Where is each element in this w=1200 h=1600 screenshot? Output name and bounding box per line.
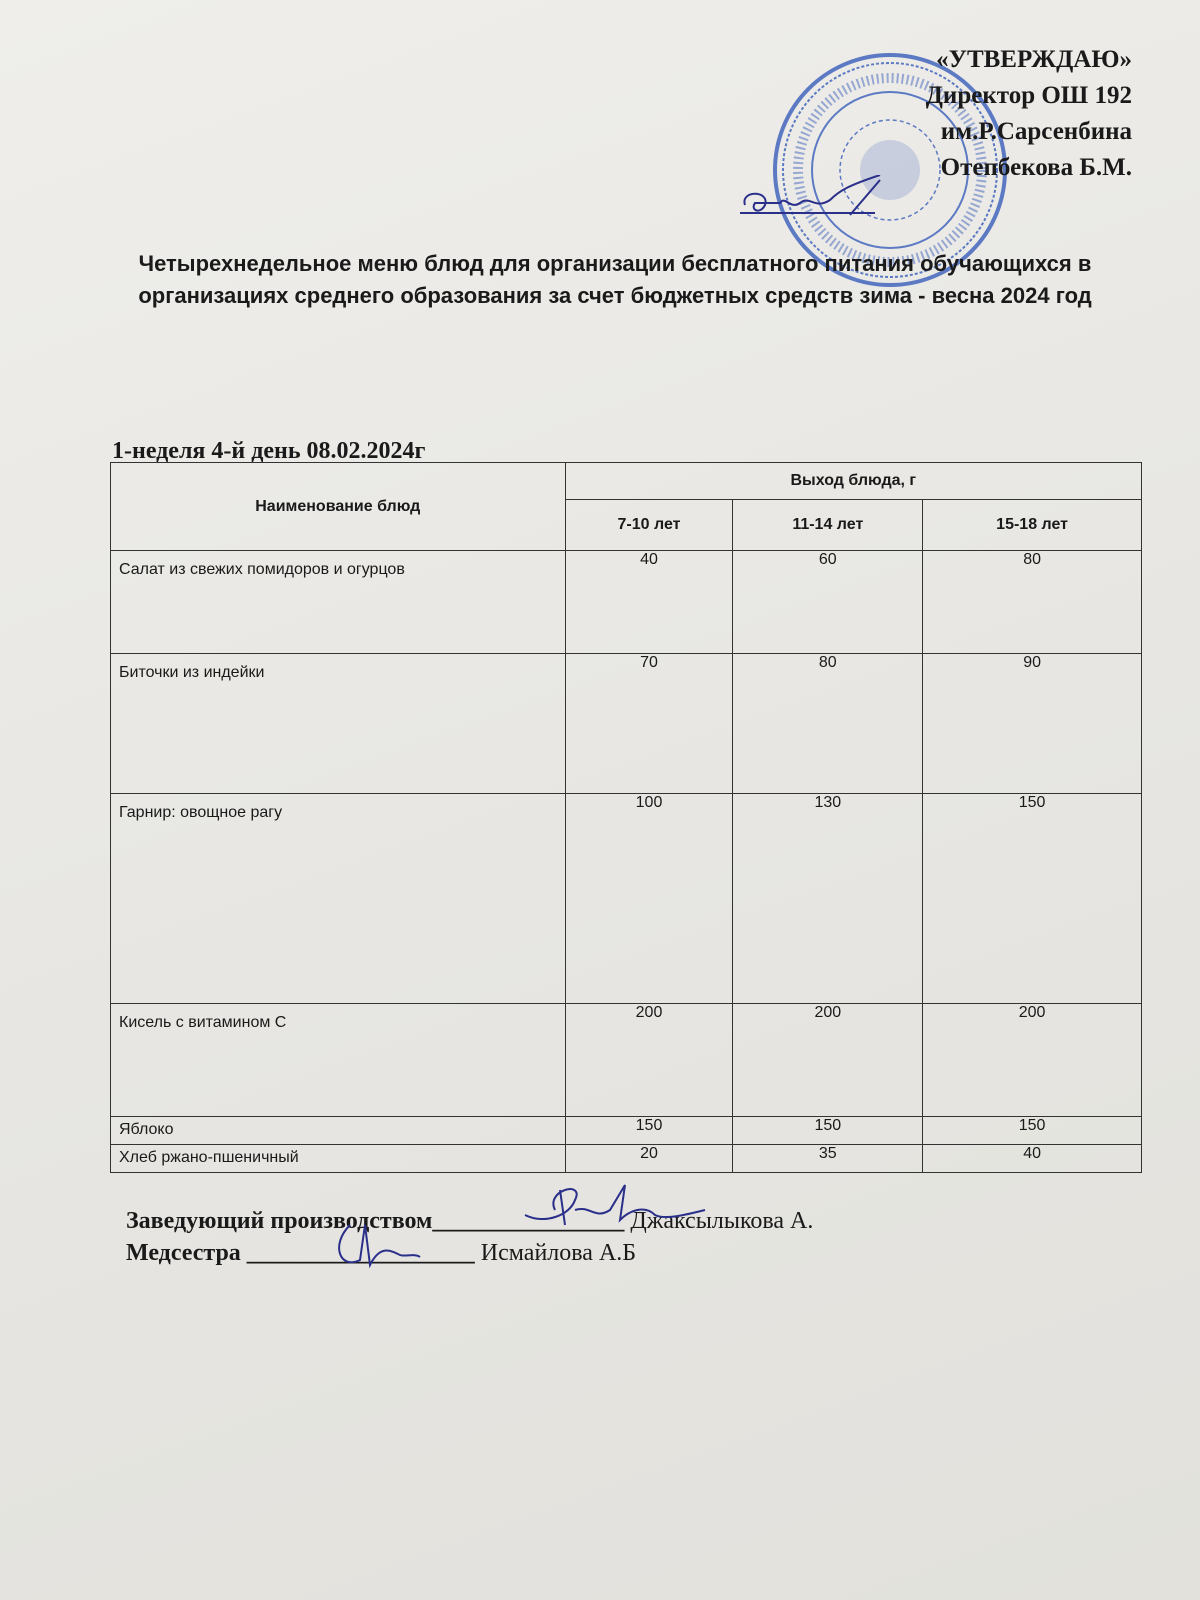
- signature-line: ________________: [432, 1208, 625, 1234]
- table-row: [111, 654, 1142, 794]
- yield-7-10: 150: [565, 1117, 733, 1145]
- approval-director-name: Отепбекова Б.М.: [940, 154, 1132, 181]
- yield-7-10: 20: [565, 1145, 733, 1173]
- yield-15-18: 80: [923, 551, 1142, 654]
- yield-15-18: 200: [923, 1004, 1142, 1117]
- yield-7-10: 70: [565, 654, 733, 794]
- yield-11-14: 60: [733, 551, 923, 654]
- yield-15-18: 90: [923, 654, 1142, 794]
- yield-11-14: 200: [733, 1004, 923, 1117]
- yield-11-14: 150: [733, 1117, 923, 1145]
- dish-name: Биточки из индейки: [111, 654, 566, 794]
- dish-name: Яблоко: [111, 1117, 566, 1145]
- yield-15-18: 150: [923, 794, 1142, 1004]
- table-row: [111, 1145, 1142, 1173]
- dish-name: Салат из свежих помидоров и огурцов: [111, 551, 566, 654]
- header-yield: Выход блюда, г: [565, 463, 1141, 500]
- day-label: 1-неделя 4-й день 08.02.2024г: [112, 438, 426, 464]
- yield-11-14: 80: [733, 654, 923, 794]
- table-row: [111, 1117, 1142, 1145]
- signature-line: ___________________: [246, 1240, 475, 1266]
- director-signature: [740, 175, 900, 235]
- approval-block: [926, 42, 1132, 186]
- dish-name: Кисель с витамином С: [111, 1004, 566, 1117]
- yield-11-14: 35: [733, 1145, 923, 1173]
- production-manager-label: Заведующий производством: [126, 1208, 433, 1234]
- approval-heading: «УТВЕРЖДАЮ»: [936, 46, 1132, 73]
- table-row: [111, 1004, 1142, 1117]
- yield-7-10: 200: [565, 1004, 733, 1117]
- nurse-name: Исмайлова А.Б: [480, 1240, 637, 1266]
- header-age-7-10: 7-10 лет: [565, 500, 733, 551]
- production-manager-name: Джаксылыкова А.: [630, 1208, 814, 1234]
- yield-15-18: 40: [923, 1145, 1142, 1173]
- header-age-15-18: 15-18 лет: [923, 500, 1142, 551]
- nurse-signature: [330, 1215, 450, 1275]
- header-dish-name: Наименование блюд: [111, 463, 566, 551]
- yield-15-18: 150: [923, 1117, 1142, 1145]
- nurse-line: [126, 1237, 813, 1269]
- dish-name: Гарнир: овощное рагу: [111, 794, 566, 1004]
- approval-position: Директор ОШ 192: [925, 82, 1132, 109]
- table-row: [111, 794, 1142, 1004]
- nurse-label: Медсестра: [126, 1240, 241, 1266]
- table-header-row: [111, 463, 1142, 500]
- yield-11-14: 130: [733, 794, 923, 1004]
- yield-7-10: 40: [565, 551, 733, 654]
- approval-school: им.Р.Сарсенбина: [940, 118, 1132, 145]
- document-title: Четырехнедельное меню блюд для организации бесплатного питания обучающихся в организациях среднего образования за счет бюджетных средств зима - весна 2024 год: [138, 251, 1092, 308]
- header-age-11-14: 11-14 лет: [733, 500, 923, 551]
- dish-name: Хлеб ржано-пшеничный: [111, 1145, 566, 1173]
- table-row: [111, 551, 1142, 654]
- production-manager-signature: [515, 1180, 715, 1240]
- yield-7-10: 100: [565, 794, 733, 1004]
- menu-table: [110, 462, 1142, 1173]
